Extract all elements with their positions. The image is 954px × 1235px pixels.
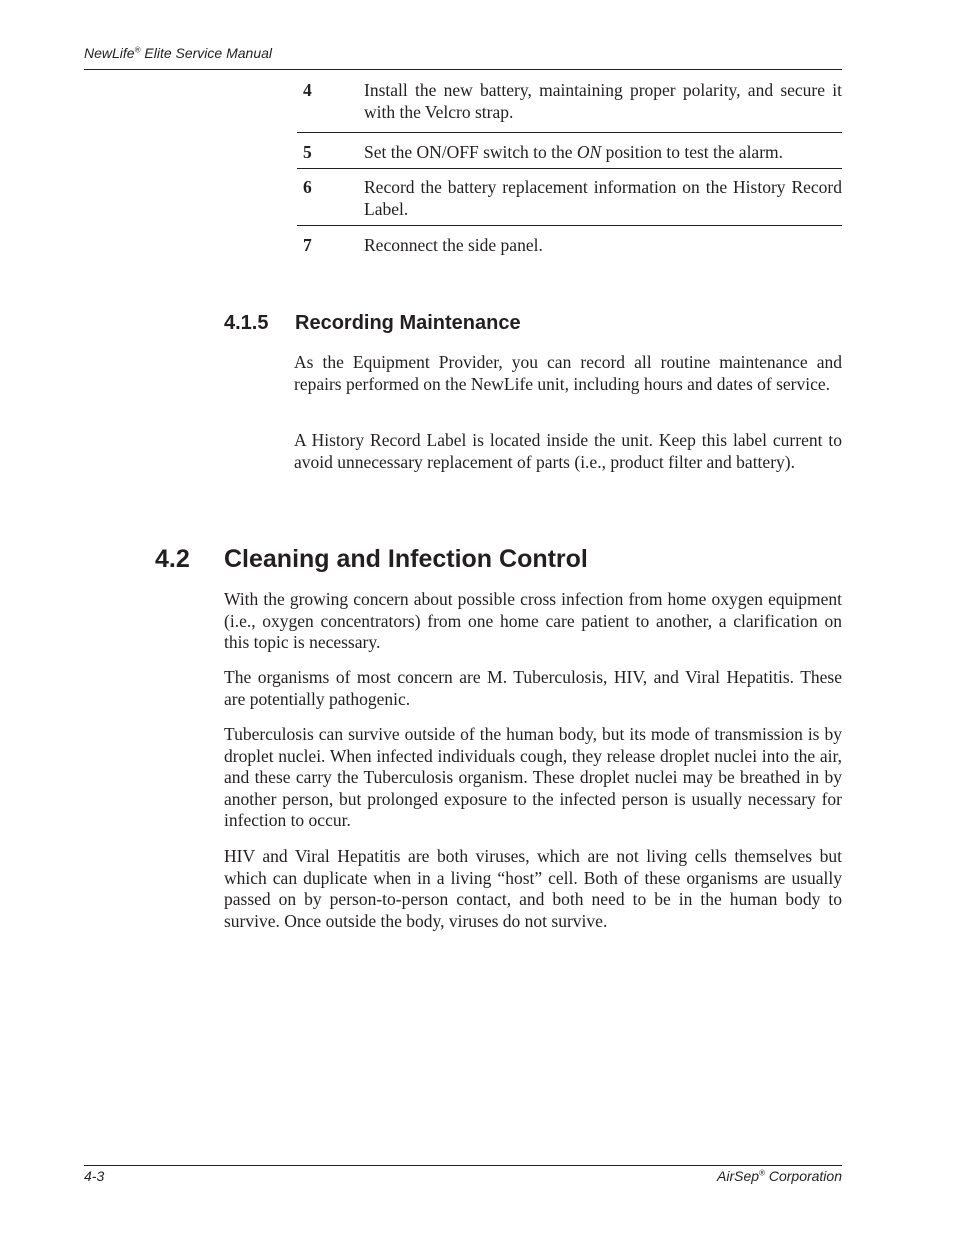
- paragraph: Tuberculosis can survive outside of the human body, but its mode of transmission is by droplet nuclei. When infected individuals cough, they release droplet nuclei into the air, and these carry the Tuberculosis organism. These droplet nuclei may be breathed in by another person, but prolonged exposure to the infected person is usually necessary for infection to occur.: [224, 724, 842, 830]
- paragraph: As the Equipment Provider, you can record all routine maintenance and repairs performed on the NewLife unit, including hours and dates of service.: [294, 352, 842, 394]
- step-row: [297, 71, 842, 133]
- footer-registered-mark: ®: [759, 1168, 765, 1178]
- step-row: [297, 133, 842, 169]
- running-header: [84, 45, 272, 61]
- header-rule: [84, 69, 842, 70]
- section-heading-4-1-5: [224, 312, 521, 335]
- step-text-before: Set the ON/OFF switch to the: [364, 142, 577, 162]
- paragraph: With the growing concern about possible cross infection from home oxygen equipment (i.e., oxygen concentrators) from one home care patient to another, a clarification on this topic is necessary.: [224, 589, 842, 652]
- procedure-steps-table: [297, 71, 842, 266]
- step-row: [297, 226, 842, 266]
- section-number: 4.2: [155, 545, 190, 573]
- page-number: 4-3: [84, 1168, 105, 1184]
- footer-company-rest: Corporation: [764, 1168, 842, 1184]
- step-number: 5: [303, 142, 312, 162]
- step-number: 4: [303, 80, 312, 100]
- section-title: Cleaning and Infection Control: [224, 545, 588, 573]
- paragraph: The organisms of most concern are M. Tuberculosis, HIV, and Viral Hepatitis. These are potentially pathogenic.: [224, 667, 842, 709]
- step-text: Install the new battery, maintaining proper polarity, and secure it with the Velcro strap.: [364, 80, 842, 122]
- section-title: Recording Maintenance: [295, 312, 521, 334]
- section-number: 4.1.5: [224, 312, 269, 334]
- step-row: [297, 169, 842, 226]
- paragraph: A History Record Label is located inside the unit. Keep this label current to avoid unnecessary replacement of parts (i.e., product filter and battery).: [294, 430, 842, 472]
- section-heading-4-2: [155, 545, 588, 574]
- step-number: 7: [303, 235, 312, 255]
- footer-rule: [84, 1165, 842, 1166]
- step-text: [364, 142, 842, 168]
- paragraph: HIV and Viral Hepatitis are both viruses, which are not living cells themselves but which can duplicate when in a living “host” cell. Both of these organisms are usually passed on by person-to-person contact, and both need to be in the human body to survive. Once outside the body, viruses do not survive.: [224, 846, 842, 931]
- step-text-emphasis: ON: [576, 142, 602, 162]
- footer-company: AirSep: [717, 1168, 760, 1184]
- step-text-after: position to test the alarm.: [601, 142, 784, 162]
- header-title: Elite Service Manual: [140, 45, 273, 61]
- header-brand: NewLife: [84, 45, 135, 61]
- step-number: 6: [303, 177, 312, 197]
- step-text: Reconnect the side panel.: [364, 235, 543, 255]
- header-registered-mark: ®: [134, 45, 141, 55]
- running-footer: [717, 1168, 842, 1184]
- step-text: Record the battery replacement information on the History Record Label.: [364, 177, 842, 219]
